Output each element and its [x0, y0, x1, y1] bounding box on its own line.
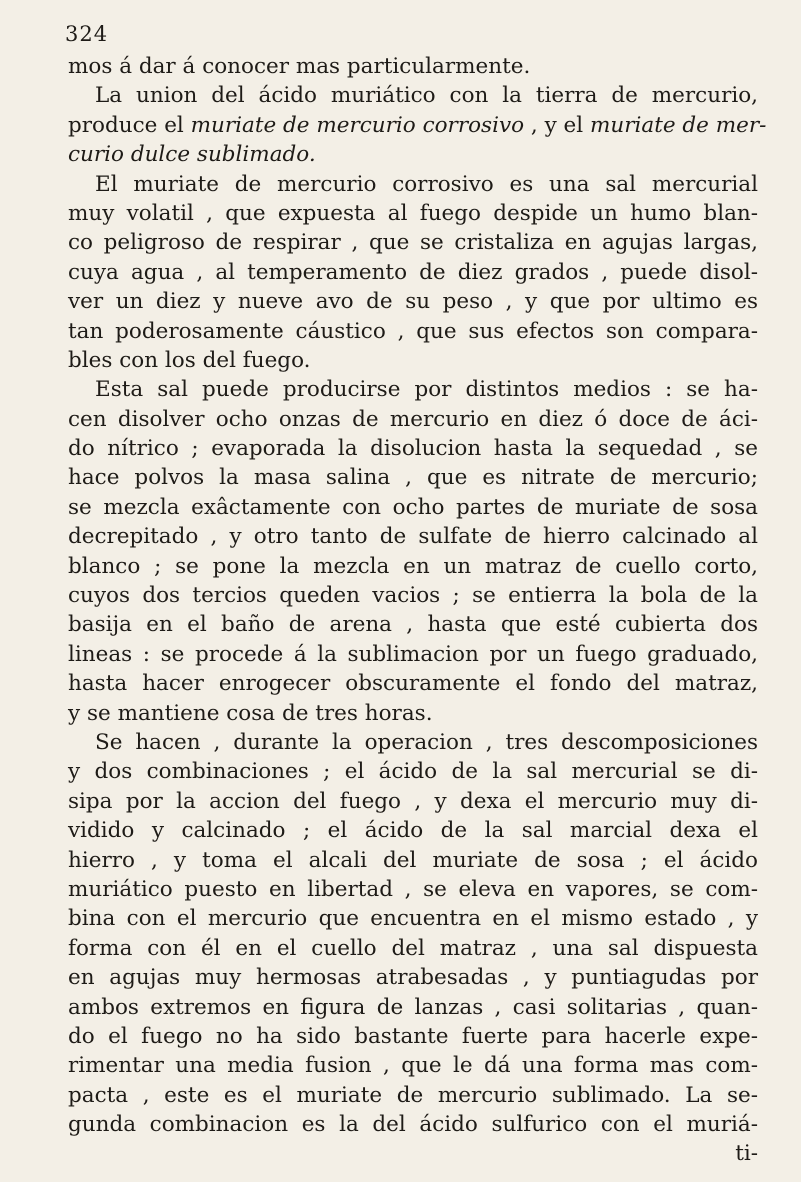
text-segment: y dos combinaciones ; el ácido de la sal mercurial se di- — [68, 759, 758, 785]
text-line — [68, 875, 758, 904]
text-line — [68, 963, 758, 992]
text-line — [68, 1081, 758, 1110]
text-segment: cen disolver ocho onzas de mercurio en diez ó doce de áci- — [68, 406, 758, 432]
text-segment: El muriate de mercurio corrosivo es una sal mercurial — [95, 171, 758, 197]
text-segment: bina con el mercurio que encuentra en el mismo estado , y — [68, 906, 758, 932]
text-segment: ver un diez y nueve avo de su peso , y que por ultimo es — [68, 289, 758, 315]
text-segment: decrepitado , y otro tanto de sulfate de hierro calcinado al — [68, 524, 758, 550]
text-line — [68, 111, 767, 140]
text-line — [68, 552, 758, 581]
body-text — [68, 52, 767, 1169]
text-line — [68, 1110, 758, 1139]
text-segment: muriático puesto en libertad , se eleva en vapores, se com- — [68, 876, 758, 902]
text-line — [68, 846, 758, 875]
text-segment: mos á dar á conocer mas particularmente. — [68, 54, 531, 79]
text-segment: La union del ácido muriático con la tierra de mercurio, — [95, 83, 758, 109]
text-segment: tan poderosamente cáustico , que sus efectos son compara- — [68, 318, 758, 344]
text-segment: produce el — [68, 112, 191, 138]
text-segment: Se hacen , durante la operacion , tres descomposiciones — [95, 729, 758, 755]
text-line — [68, 228, 758, 257]
text-line — [68, 1022, 758, 1051]
text-segment: hasta hacer enrogecer obscuramente el fondo del matraz, — [68, 671, 758, 697]
text-segment: ambos extremos en figura de lanzas , casi solitarias , quan- — [68, 994, 758, 1020]
italic-text: curio dulce sublimado. — [68, 142, 316, 168]
text-line — [68, 199, 758, 228]
text-line — [68, 346, 758, 375]
text-line — [68, 170, 758, 199]
text-segment: cuyos dos tercios queden vacios ; se entierra la bola de la — [68, 583, 758, 609]
text-line — [68, 81, 758, 110]
text-line — [68, 610, 758, 639]
text-segment: sipa por la accion del fuego , y dexa el mercurio muy di- — [68, 788, 758, 814]
text-segment: basija en el baño de arena , hasta que esté cubierta dos — [68, 612, 758, 638]
text-line — [68, 52, 758, 81]
italic-text: muriate de mer- — [589, 112, 767, 138]
text-line — [68, 405, 758, 434]
text-line — [68, 728, 758, 757]
text-line — [68, 934, 758, 963]
text-segment: vidido y calcinado ; el ácido de la sal marcial dexa el — [68, 818, 758, 844]
text-segment: se mezcla exâctamente con ocho partes de muriate de sosa — [68, 494, 758, 520]
text-segment: y se mantiene cosa de tres horas. — [68, 700, 433, 726]
text-segment: muy volatil , que expuesta al fuego despide un humo blan- — [68, 200, 758, 226]
text-segment: forma con él en el cuello del matraz , una sal dispuesta — [68, 935, 758, 961]
text-segment: gunda combinacion es la del ácido sulfurico con el muriá- — [68, 1112, 758, 1138]
text-segment: Esta sal puede producirse por distintos medios : se ha- — [95, 377, 758, 403]
text-line — [68, 140, 758, 169]
text-segment: rimentar una media fusion , que le dá una forma mas com- — [68, 1053, 758, 1079]
text-line — [68, 463, 758, 492]
text-line — [68, 993, 758, 1022]
text-line — [68, 757, 758, 786]
text-line — [68, 522, 758, 551]
text-segment: lineas : se procede á la sublimacion por un fuego graduado, — [68, 641, 758, 667]
text-line — [68, 1051, 758, 1080]
text-segment: hace polvos la masa salina , que es nitrate de mercurio; — [68, 465, 758, 491]
text-line — [68, 493, 758, 522]
text-segment: do nítrico ; evaporada la disolucion hasta la sequedad , se — [68, 436, 758, 462]
text-segment: cuya agua , al temperamento de diez grados , puede disol- — [68, 259, 758, 285]
text-line — [68, 581, 758, 610]
text-line — [68, 669, 758, 698]
italic-text: muriate de mercurio corrosivo — [190, 112, 525, 138]
text-line — [68, 317, 758, 346]
text-segment: hierro , y toma el alcali del muriate de sosa ; el ácido — [68, 847, 758, 873]
text-line — [68, 434, 758, 463]
text-segment: co peligroso de respirar , que se cristaliza en agujas largas, — [68, 230, 758, 256]
text-line — [68, 904, 758, 933]
text-line — [68, 640, 758, 669]
text-line — [68, 375, 758, 404]
text-segment: do el fuego no ha sido bastante fuerte para hacerle expe- — [68, 1023, 758, 1049]
text-segment: blanco ; se pone la mezcla en un matraz de cuello corto, — [68, 553, 758, 579]
text-line — [68, 787, 758, 816]
text-line — [68, 816, 758, 845]
text-segment: en agujas muy hermosas atrabesadas , y puntiagudas por — [68, 965, 758, 991]
catchword: ti- — [735, 1141, 758, 1167]
text-line — [68, 699, 758, 728]
text-segment: bles con los del fuego. — [68, 347, 311, 373]
text-segment: pacta , este es el muriate de mercurio sublimado. La se- — [68, 1082, 758, 1108]
text-line — [68, 258, 758, 287]
page-number: 324 — [65, 22, 109, 46]
text-line — [68, 287, 758, 316]
text-segment: , y el — [524, 112, 590, 138]
